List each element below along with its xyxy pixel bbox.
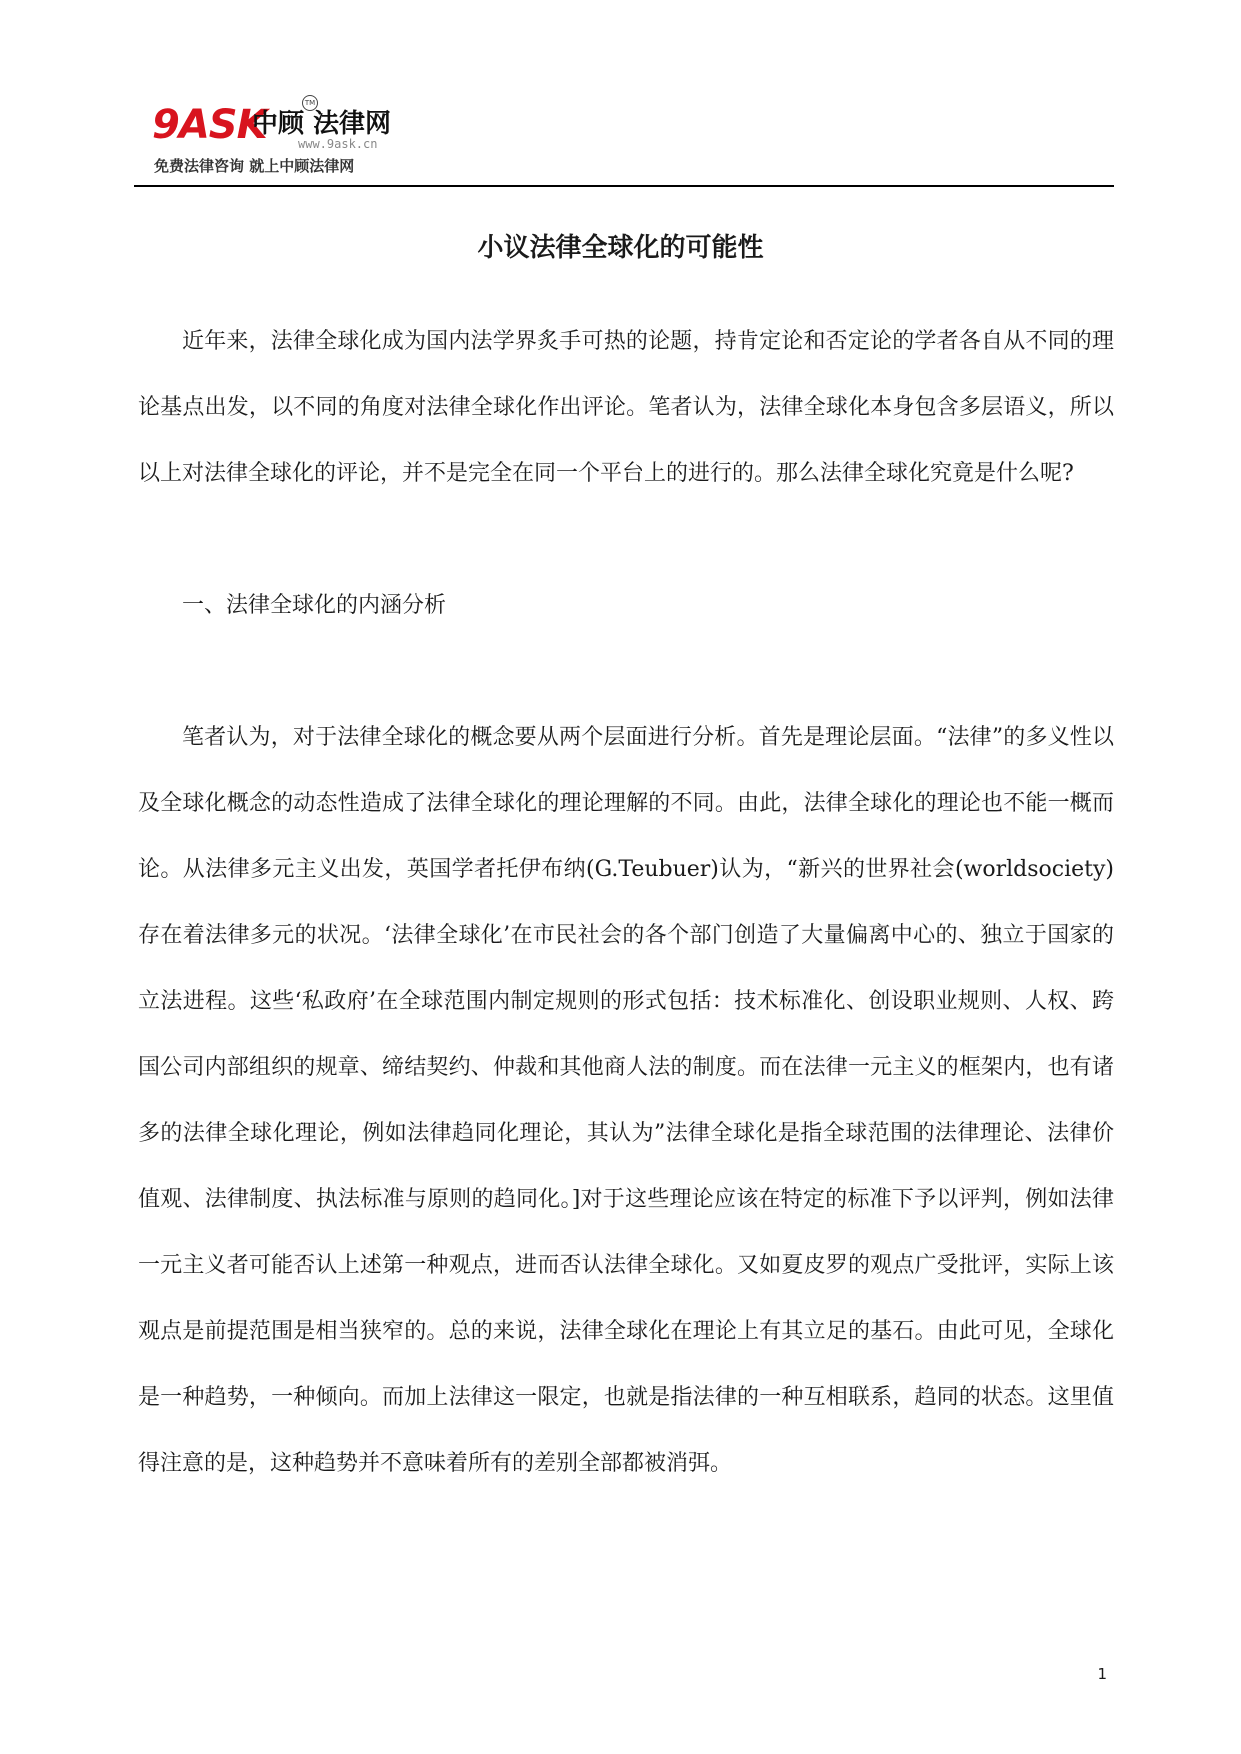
logo-slogan: 免费法律咨询 就上中顾法律网 bbox=[154, 157, 355, 175]
paragraph-gap bbox=[138, 507, 1114, 573]
page-header bbox=[134, 95, 1114, 187]
logo-chinese-name: 中顾 法律网 bbox=[252, 109, 392, 139]
page-number: 1 bbox=[1097, 1665, 1107, 1683]
paragraph-body: 笔者认为，对于法律全球化的概念要从两个层面进行分析。首先是理论层面。“法律”的多义性以及全球化概念的动态性造成了法律全球化的理论理解的不同。由此，法律全球化的理论也不能一概而论。从法律多元主义出发，英国学者托伊布纳(G.Teubuer)认为，“新兴的世界社会(worldsociety)存在着法律多元的状况。‘法律全球化’在市民社会的各个部门创造了大量偏离中心的、独立于国家的立法进程。这些‘私政府’在全球范围内制定规则的形式包括：技术标准化、创设职业规则、人权、跨国公司内部组织的规章、缔结契约、仲裁和其他商人法的制度。而在法律一元主义的框架内，也有诸多的法律全球化理论，例如法律趋同化理论，其认为”法律全球化是指全球范围的法律理论、法律价值观、法律制度、执法标准与原则的趋同化。]对于这些理论应该在特定的标准下予以评判，例如法律一元主义者可能否认上述第一种观点，进而否认法律全球化。又如夏皮罗的观点广受批评，实际上该观点是前提范围是相当狭窄的。总的来说，法律全球化在理论上有其立足的基石。由此可见，全球化是一种趋势，一种倾向。而加上法律这一限定，也就是指法律的一种互相联系，趋同的状态。这里值得注意的是，这种趋势并不意味着所有的差别全部都被消弭。 bbox=[138, 725, 1114, 1476]
document-title: 小议法律全球化的可能性 bbox=[477, 233, 764, 263]
logo-brand-text: 9ASK bbox=[152, 102, 267, 148]
logo-url: www.9ask.cn bbox=[298, 137, 378, 151]
section-heading: 一、法律全球化的内涵分析 bbox=[182, 593, 447, 618]
site-logo[interactable] bbox=[152, 95, 412, 185]
paragraph-intro: 近年来，法律全球化成为国内法学界炙手可热的论题，持肯定论和否定论的学者各自从不同的理论基点出发，以不同的角度对法律全球化作出评论。笔者认为，法律全球化本身包含多层语义，所以以上对法律全球化的评论，并不是完全在同一个平台上的进行的。那么法律全球化究竟是什么呢? bbox=[138, 329, 1114, 486]
document-body bbox=[138, 309, 1114, 1497]
trademark-icon: TM bbox=[302, 95, 318, 111]
header-divider bbox=[134, 185, 1114, 187]
paragraph-gap bbox=[138, 639, 1114, 705]
